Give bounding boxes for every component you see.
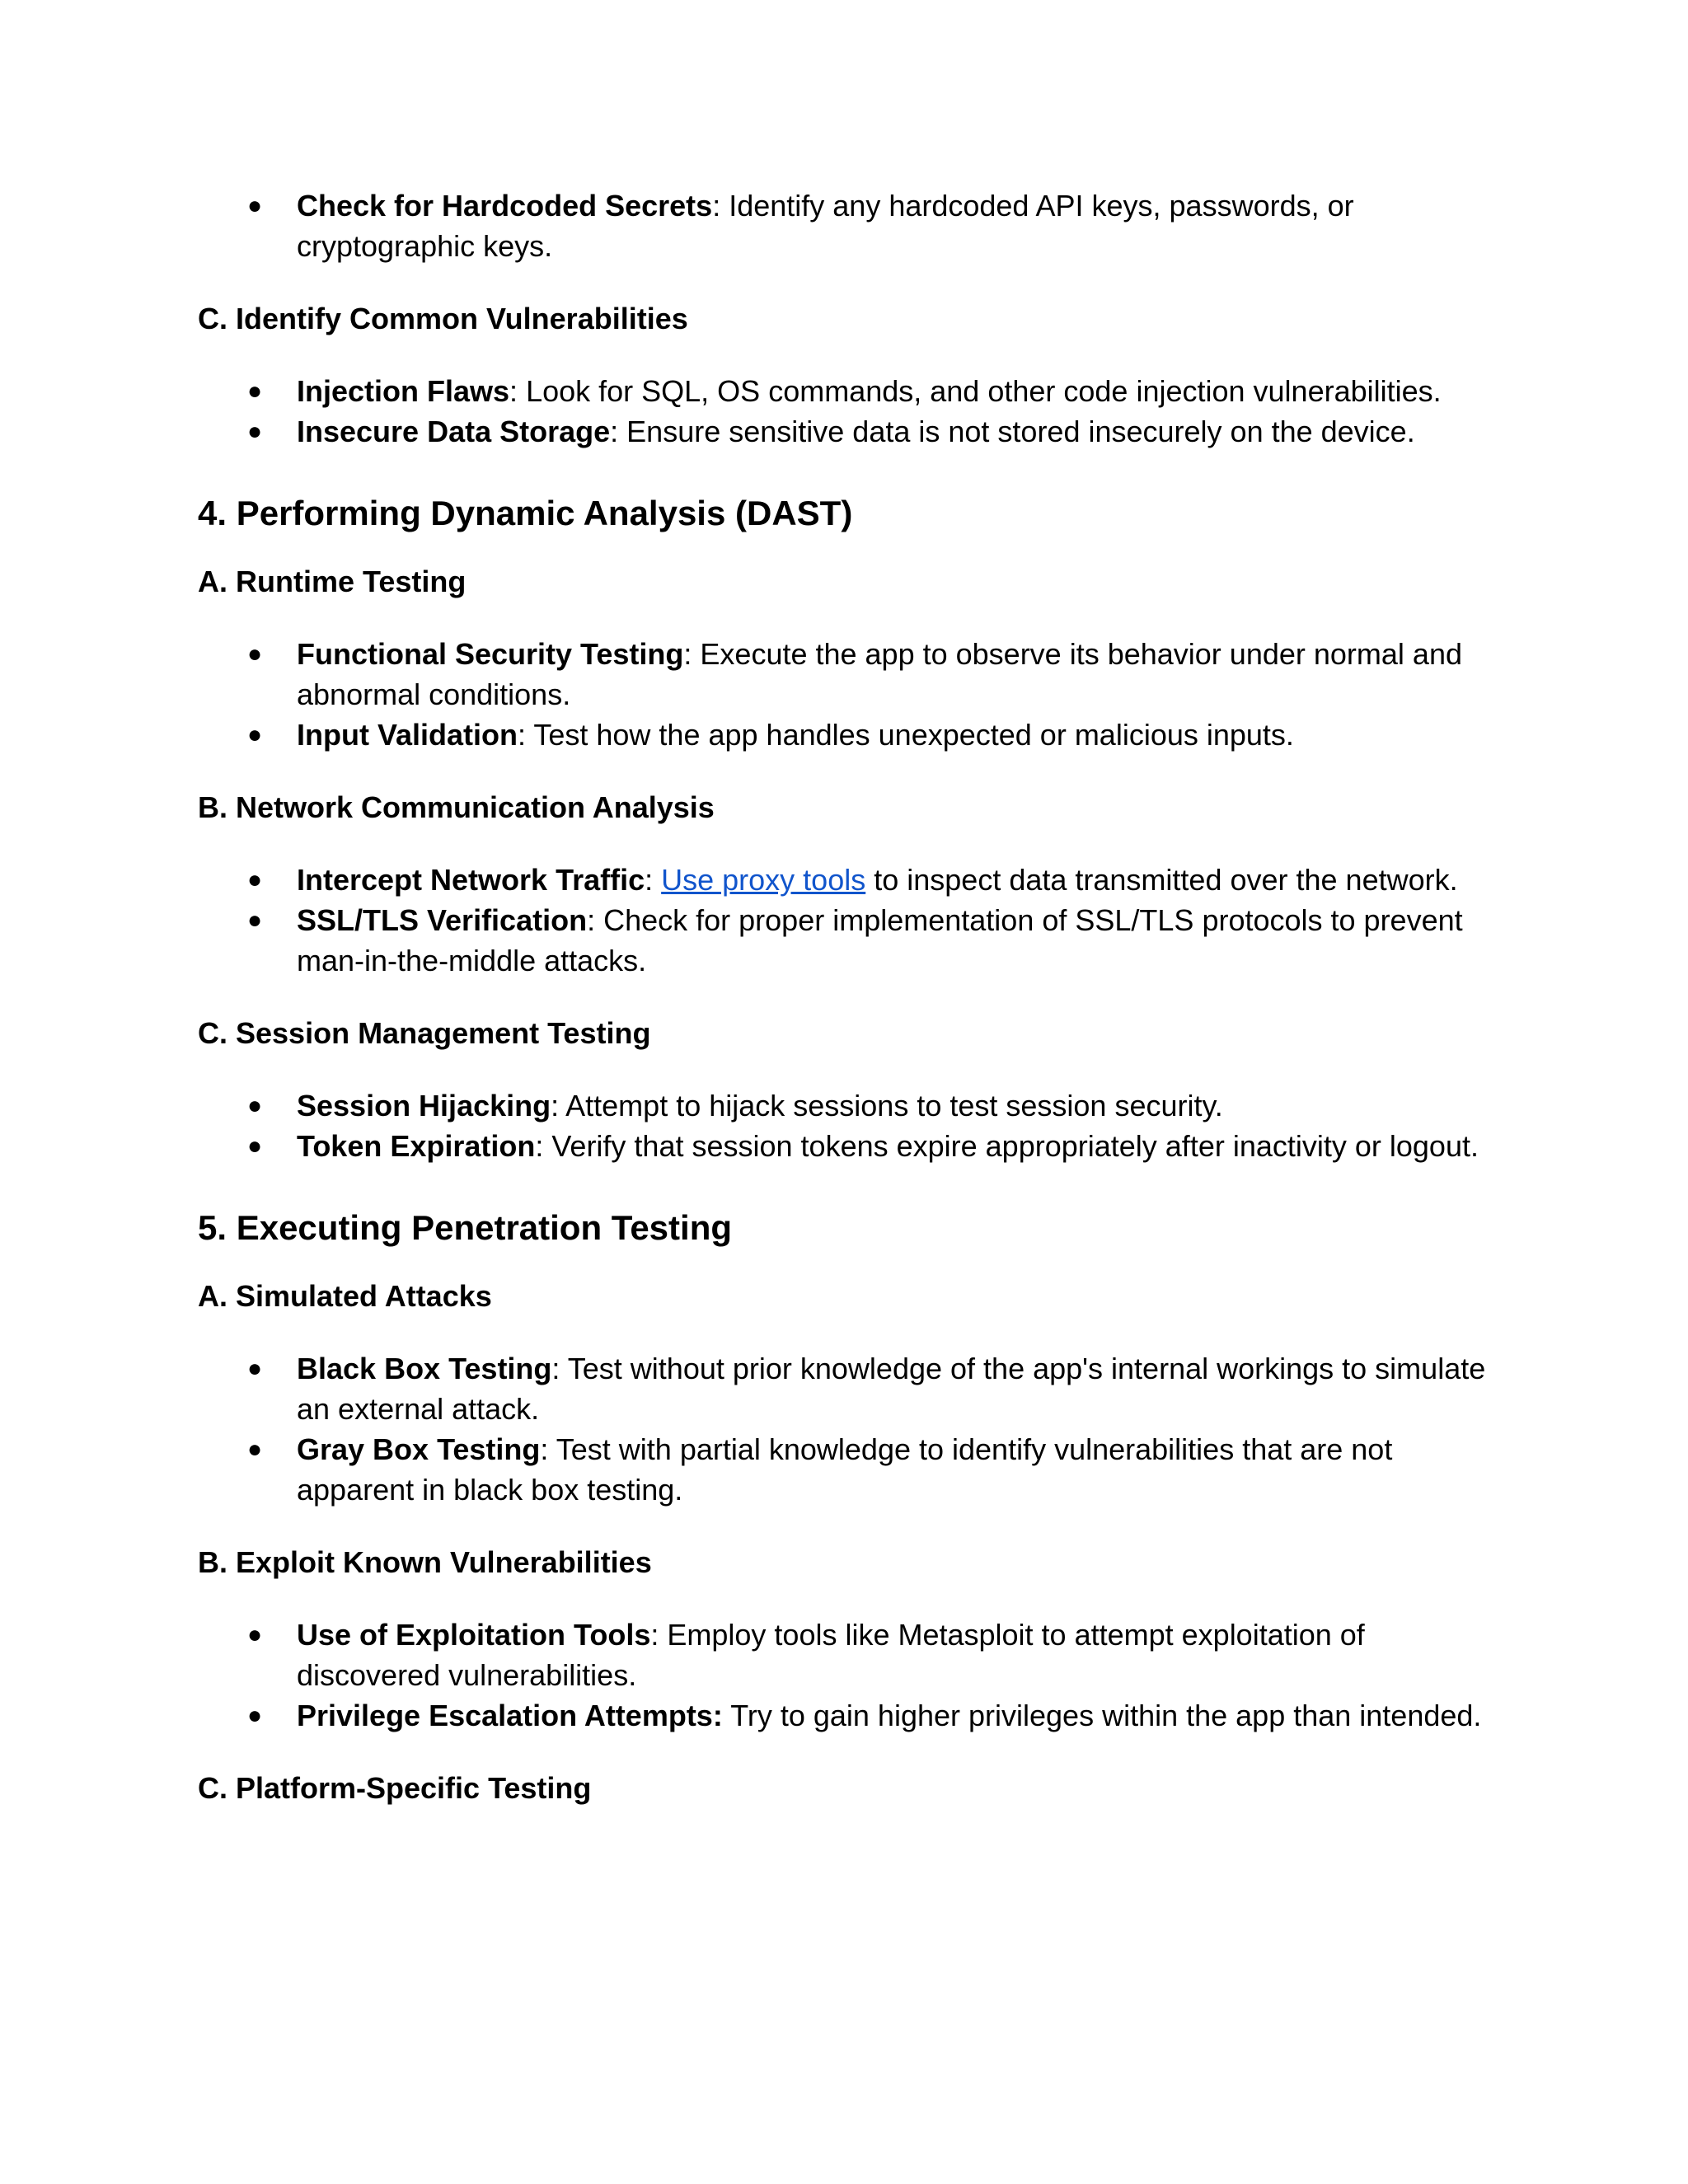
list-item	[198, 371, 1508, 411]
bullet-list-exploit-known-vulnerabilities	[198, 1615, 1508, 1736]
list-item-text: Employ tools like Metasploit to attempt exploitation of discovered vulnerabilities.	[297, 1618, 1365, 1692]
list-item-term: SSL/TLS Verification	[297, 903, 588, 937]
list-item-separator	[723, 1699, 730, 1732]
use-proxy-tools-link[interactable]: Use proxy tools	[661, 863, 866, 897]
list-item-term: Check for Hardcoded Secrets	[297, 189, 713, 223]
list-item-separator: :	[518, 718, 534, 752]
bullet-icon: ●	[247, 418, 263, 445]
list-item-term: Intercept Network Traffic	[297, 863, 645, 897]
bullet-list-session-management	[198, 1085, 1508, 1166]
list-item	[198, 715, 1508, 755]
list-item-term: Token Expiration	[297, 1129, 536, 1163]
list-item-term: Insecure Data Storage	[297, 415, 611, 448]
bullet-list-hardcoded-secrets	[198, 185, 1508, 266]
bullet-icon: ●	[247, 1355, 263, 1382]
bullet-list-runtime-testing	[198, 634, 1508, 755]
list-item-text: Attempt to hijack sessions to test session security.	[565, 1089, 1223, 1122]
heading-executing-penetration-testing: 5. Executing Penetration Testing	[198, 1208, 733, 1247]
list-item	[198, 411, 1508, 452]
list-item	[198, 1085, 1508, 1126]
list-item	[198, 634, 1508, 715]
bullet-icon: ●	[247, 866, 263, 893]
list-item	[198, 1126, 1508, 1166]
subheading-runtime-testing: A. Runtime Testing	[198, 565, 467, 598]
list-item-term: Session Hijacking	[297, 1089, 551, 1122]
list-item-separator: :	[509, 374, 527, 408]
list-item-separator: :	[587, 903, 604, 937]
bullet-icon: ●	[247, 377, 263, 405]
list-item-text: Execute the app to observe its behavior under normal and abnormal conditions.	[297, 637, 1462, 711]
bullet-list-common-vulnerabilities	[198, 371, 1508, 452]
list-item	[198, 1429, 1508, 1510]
list-item-term: Injection Flaws	[297, 374, 510, 408]
list-item-separator: :	[540, 1432, 556, 1466]
list-item-text: Try to gain higher privileges within the app than intended.	[730, 1699, 1482, 1732]
list-item-text: Test without prior knowledge of the app's internal workings to simulate an external attack.	[297, 1352, 1486, 1426]
list-item-text: Look for SQL, OS commands, and other code injection vulnerabilities.	[526, 374, 1442, 408]
bullet-icon: ●	[247, 1436, 263, 1463]
list-item-separator: :	[650, 1618, 668, 1652]
list-item-term: Input Validation	[297, 718, 518, 752]
subheading-exploit-known-vulnerabilities: B. Exploit Known Vulnerabilities	[198, 1545, 652, 1579]
bullet-icon: ●	[247, 907, 263, 934]
list-item-term: Gray Box Testing	[297, 1432, 541, 1466]
list-item-text: Identify any hardcoded API keys, passwords, or cryptographic keys.	[297, 189, 1354, 263]
list-item-text: Ensure sensitive data is not stored insecurely on the device.	[626, 415, 1415, 448]
list-item-text: to inspect data transmitted over the network.	[865, 863, 1458, 897]
list-item-text: Check for proper implementation of SSL/TLS protocols to prevent man-in-the-middle attacks.	[297, 903, 1463, 977]
list-item	[198, 1615, 1508, 1695]
subheading-identify-common-vulnerabilities: C. Identify Common Vulnerabilities	[198, 302, 688, 335]
bullet-icon: ●	[247, 721, 263, 748]
list-item	[198, 1695, 1508, 1736]
list-item-separator: :	[645, 863, 662, 897]
list-item-term: Functional Security Testing	[297, 637, 684, 671]
subheading-network-communication-analysis: B. Network Communication Analysis	[198, 790, 715, 824]
list-item-separator: :	[535, 1129, 552, 1163]
subheading-simulated-attacks: A. Simulated Attacks	[198, 1279, 492, 1313]
list-item-text: Verify that session tokens expire appropriately after inactivity or logout.	[551, 1129, 1479, 1163]
list-item	[198, 900, 1508, 981]
subheading-session-management-testing: C. Session Management Testing	[198, 1016, 651, 1050]
list-item-separator: :	[551, 1352, 568, 1385]
list-item-term: Use of Exploitation Tools	[297, 1618, 651, 1652]
list-item-text: Test how the app handles unexpected or malicious inputs.	[533, 718, 1294, 752]
list-item-term: Privilege Escalation Attempts:	[297, 1699, 723, 1732]
bullet-icon: ●	[247, 1092, 263, 1119]
bullet-icon: ●	[247, 1621, 263, 1648]
list-item-separator: :	[712, 189, 729, 223]
bullet-icon: ●	[247, 640, 263, 668]
bullet-icon: ●	[247, 1702, 263, 1729]
bullet-list-simulated-attacks	[198, 1348, 1508, 1510]
heading-performing-dynamic-analysis: 4. Performing Dynamic Analysis (DAST)	[198, 494, 853, 532]
list-item	[198, 860, 1508, 900]
list-item-term: Black Box Testing	[297, 1352, 552, 1385]
bullet-icon: ●	[247, 192, 263, 219]
list-item-text: Test with partial knowledge to identify vulnerabilities that are not apparent in black box testing.	[297, 1432, 1393, 1507]
bullet-icon: ●	[247, 1132, 263, 1160]
list-item	[198, 1348, 1508, 1429]
list-item-separator: :	[551, 1089, 566, 1122]
list-item	[198, 185, 1508, 266]
bullet-list-network-communication	[198, 860, 1508, 981]
document-body	[198, 185, 1508, 1840]
list-item-separator: :	[683, 637, 701, 671]
subheading-platform-specific-testing: C. Platform-Specific Testing	[198, 1771, 592, 1805]
list-item-separator: :	[610, 415, 627, 448]
